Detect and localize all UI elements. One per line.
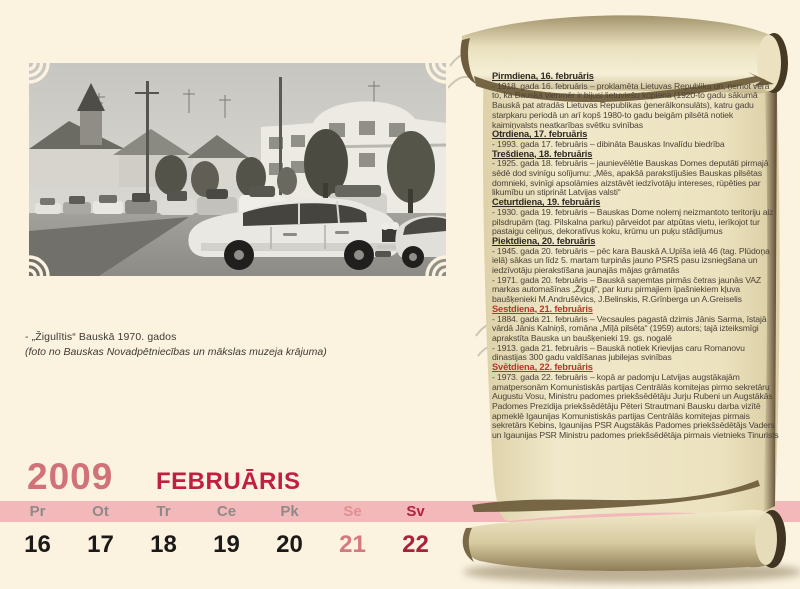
weekday-header-row bbox=[6, 501, 450, 522]
weekday-label-pr: Pr bbox=[29, 503, 46, 520]
month-label: FEBRUĀRIS bbox=[156, 468, 301, 495]
day-number-21: 21 bbox=[339, 531, 366, 558]
year-label: 2009 bbox=[27, 456, 114, 497]
photo-caption-title: - „Žigulītis“ Bauskā 1970. gados bbox=[25, 331, 177, 343]
day-section bbox=[492, 72, 780, 130]
historical-photo bbox=[29, 63, 446, 276]
photo-caption-credit: (foto no Bauskas Novadpētniecības un mākslas muzeja krājuma) bbox=[25, 346, 327, 358]
weekday-label-ot: Ot bbox=[92, 503, 109, 520]
events-list bbox=[492, 72, 780, 441]
day-heading: Pirmdiena, 16. februāris bbox=[492, 71, 594, 81]
day-heading: Trešdiena, 18. februāris bbox=[492, 148, 593, 159]
house-wall-left bbox=[29, 149, 121, 187]
day-heading: Piektdiena, 20. februāris bbox=[492, 235, 596, 246]
event-entry: - 1884. gada 21. februāris – Vecsaules pagastā dzimis Jānis Sarma, īstajā vārdā Jānis Kalniņš, romāna „Mīļā pilsēta“ (1959) autors; tajā izteiksmīgi aprakstīta Bauska un baušķenieki 19. gs. nogalē bbox=[492, 313, 769, 343]
photo-caption bbox=[25, 331, 445, 358]
day-section bbox=[492, 150, 780, 199]
day-section bbox=[492, 363, 780, 441]
day-section bbox=[492, 130, 780, 149]
street-photo-illustration bbox=[29, 63, 446, 276]
day-heading: Otrdiena, 17. februāris bbox=[492, 129, 588, 140]
event-entry: - 1973. gada 22. februāris – kopā ar padomju Latvijas augstākajām amatpersonām Komunistiskās partijas Centrālās komitejas pirmo sekretāru Augustu Vosu, Ministru padomes priekšsēdētāju Jurju Rubeni un Augstākās Padomes Prezidija priekšsēdētāju Pēteri Strautmani Bausku darba vizītē apmeklē Igaunijas Komunistiskās partijas Centrālās komitejas pirmais sekretārs Kebins, Igaunijas PSR Augstākās Padomes priekšsēdētājs Vaders un Igaunijas PSR Ministru padomes priekšsēdētāja pirmais vietnieks Tinurists bbox=[492, 371, 779, 441]
event-entry: - 1993. gada 17. februāris – dibināta Bauskas Invalīdu biedrība bbox=[492, 138, 725, 149]
weekday-label-tr: Tr bbox=[156, 503, 171, 520]
event-entry: - 1971. gada 20. februāris – Bauskā saņemtas pirmās četras jaunās VAZ markas automašīnas „Žiguļi“, par kuru pirmajiem īpašniekiem kļuva baušķenieki M.Andrušēvics, J.Belinskis, R.Grīnberga un A.Greiselis bbox=[492, 274, 764, 305]
utility-pole-2 bbox=[279, 77, 282, 215]
day-heading: Svētdiena, 22. februāris bbox=[492, 362, 593, 373]
weekday-label-ce: Ce bbox=[216, 503, 237, 520]
event-entry: - 1930. gada 19. februāris – Bauskas Dome nolemj neizmantoto teritoriju aiz pilsdrupām (tag. Pilskalna parku) pārveidot par atpūtas vietu, ierīkojot tur pastaigu celiņus, dekoratīvus koku, krūmu un puķu stādījumus bbox=[492, 206, 776, 237]
weekday-label-se: Se bbox=[343, 503, 362, 520]
day-heading: Ceturtdiena, 19. februāris bbox=[492, 197, 601, 208]
day-section bbox=[492, 198, 780, 237]
day-section bbox=[492, 237, 780, 305]
event-entry: - 1945. gada 20. februāris – pēc kara Bauskā A.Upīša ielā 46 (tag. Plūdoņa ielā) sākas un līdz 5. martam turpinās jauno PSRS pasu izsniegšana un iedzīvotāju pierakstīšana jaunajās mājas grāmatās bbox=[492, 245, 772, 276]
day-number-20: 20 bbox=[276, 531, 303, 558]
day-number-18: 18 bbox=[150, 531, 177, 558]
event-entry: - 1918. gada 16. februāris – proklamēta Lietuvas Republika un, ņemot vērā to, ka Bauskā vienmēr ir bijusi lietuviešu kopiena (1920-to gadu sākumā Bauskā pat atradās Lietuvas Republikas ģenerālkonsulāts), katru gadu starpkaru periodā un arī kopš 1980-to gadu beigām pilsētā notiek kaimiņvalsts neatkarības svētku svinības bbox=[492, 80, 772, 130]
day-number-19: 19 bbox=[213, 531, 240, 558]
day-heading: Sestdiena, 21. februāris bbox=[492, 303, 593, 314]
day-section bbox=[492, 305, 780, 363]
day-number-17: 17 bbox=[87, 531, 114, 558]
day-number-16: 16 bbox=[24, 531, 51, 558]
weekday-label-pk: Pk bbox=[280, 503, 299, 520]
bottom-roll-end-face bbox=[755, 513, 777, 565]
day-numbers-row bbox=[6, 531, 450, 559]
day-number-22: 22 bbox=[402, 531, 429, 558]
event-entry: - 1913. gada 21. februāris – Bauskā notiek Krievijas caru Romanovu dinastijas 300 gadu valdīšanas jubilejas svinības bbox=[492, 342, 748, 363]
weekday-label-sv: Sv bbox=[406, 503, 425, 520]
church-tower bbox=[80, 111, 102, 145]
event-entry: - 1925. gada 18. februāris – jaunievēlētie Bauskas Domes deputāti pirmajā sēdē dod svinīgu solījumu: „Mēs, apakšā parakstījušies Bauskas pilsētas domnieki, svinīgi apsolāmies aizstāvēt iedzīvotāju intereses, rūpēties par likumību un stiprināt Latvijas valsti“ bbox=[492, 158, 771, 198]
